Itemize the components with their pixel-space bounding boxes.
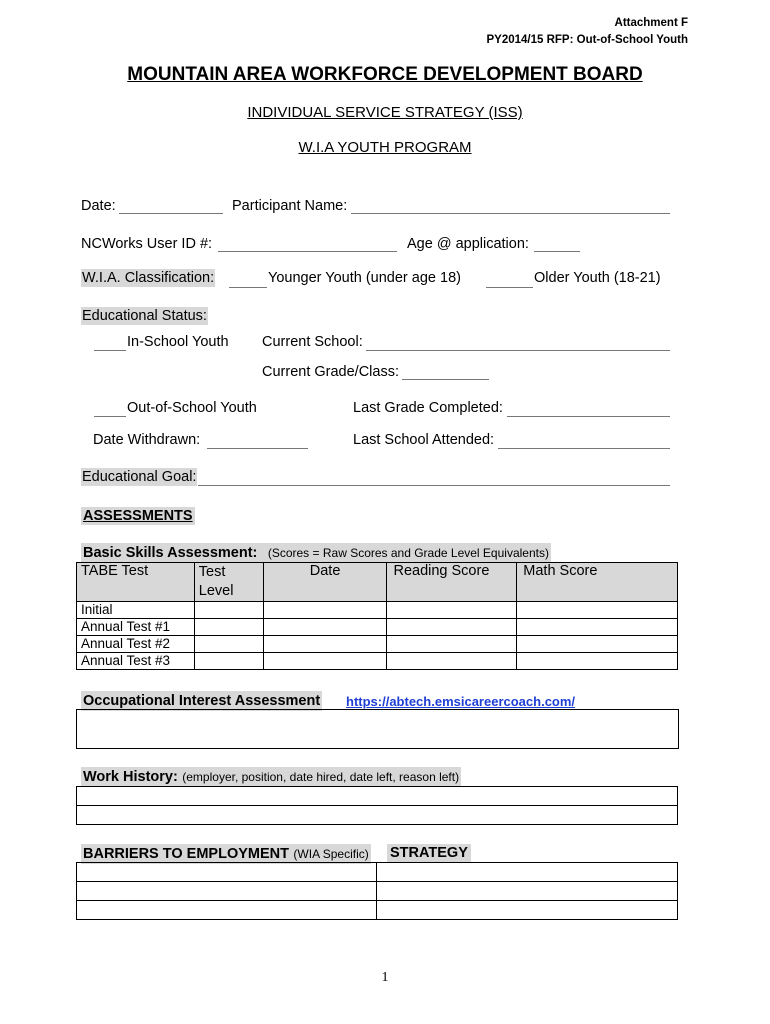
- age-field[interactable]: [534, 251, 580, 252]
- cell[interactable]: [77, 882, 377, 901]
- basic-skills-header: [81, 543, 551, 563]
- table-row: [77, 787, 678, 806]
- participant-name-label: Participant Name:: [232, 198, 348, 214]
- cell[interactable]: [77, 787, 678, 806]
- date-withdrawn-label: Date Withdrawn:: [93, 432, 201, 448]
- work-history-header: [81, 767, 461, 787]
- educational-goal-label: Educational Goal:: [82, 469, 197, 485]
- table-row: [77, 806, 678, 825]
- barriers-table: [76, 862, 678, 920]
- older-youth-label: Older Youth (18-21): [534, 270, 661, 286]
- basic-skills-note: (Scores = Raw Scores and Grade Level Equivalents): [267, 546, 549, 560]
- cell[interactable]: [263, 619, 387, 636]
- col-test-level: Test Level: [194, 563, 263, 602]
- date-field[interactable]: [119, 213, 223, 214]
- cell[interactable]: [263, 636, 387, 653]
- cell[interactable]: [387, 636, 517, 653]
- table-row: [77, 653, 678, 670]
- current-school-label: Current School:: [262, 334, 363, 350]
- date-withdrawn-field[interactable]: [207, 448, 308, 449]
- cell[interactable]: [77, 863, 377, 882]
- row-label-annual-1: Annual Test #1: [77, 619, 195, 636]
- cell[interactable]: [387, 619, 517, 636]
- board-title: MOUNTAIN AREA WORKFORCE DEVELOPMENT BOARD: [127, 64, 643, 85]
- educational-goal-field[interactable]: [198, 485, 670, 486]
- barriers-note: (WIA Specific): [293, 847, 369, 861]
- table-row: [77, 619, 678, 636]
- cell[interactable]: [263, 653, 387, 670]
- col-math-score: Math Score: [517, 563, 678, 602]
- older-youth-check[interactable]: [486, 287, 533, 288]
- rfp-label: PY2014/15 RFP: Out-of-School Youth: [486, 34, 688, 46]
- last-grade-label: Last Grade Completed:: [353, 400, 503, 416]
- ncworks-id-label: NCWorks User ID #:: [81, 236, 213, 252]
- basic-skills-label: Basic Skills Assessment:: [83, 545, 258, 561]
- cell[interactable]: [517, 636, 678, 653]
- cell[interactable]: [194, 636, 263, 653]
- younger-youth-check[interactable]: [229, 287, 267, 288]
- col-tabe-test: TABE Test: [77, 563, 195, 602]
- row-label-annual-2: Annual Test #2: [77, 636, 195, 653]
- occupational-header: [81, 691, 322, 711]
- cell[interactable]: [387, 602, 517, 619]
- educational-status-label: Educational Status:: [82, 308, 207, 324]
- last-school-label: Last School Attended:: [353, 432, 495, 448]
- cell[interactable]: [517, 602, 678, 619]
- attachment-label: Attachment F: [614, 17, 688, 29]
- table-row: [77, 863, 678, 882]
- occupational-label: Occupational Interest Assessment: [83, 693, 321, 709]
- barriers-label: BARRIERS TO EMPLOYMENT: [83, 846, 289, 862]
- younger-youth-label: Younger Youth (under age 18): [268, 270, 461, 286]
- cell[interactable]: [194, 602, 263, 619]
- assessments-heading: ASSESSMENTS: [83, 508, 193, 524]
- cell[interactable]: [517, 653, 678, 670]
- col-date: Date: [263, 563, 387, 602]
- emsi-career-coach-link[interactable]: https://abtech.emsicareercoach.com/: [346, 694, 576, 709]
- age-label: Age @ application:: [407, 236, 529, 252]
- strategy-label: STRATEGY: [387, 844, 471, 862]
- row-label-initial: Initial: [77, 602, 195, 619]
- work-history-label: Work History:: [83, 769, 178, 785]
- tabe-table: [76, 562, 678, 670]
- row-label-annual-3: Annual Test #3: [77, 653, 195, 670]
- iss-title: INDIVIDUAL SERVICE STRATEGY (ISS): [247, 104, 523, 121]
- page-number: 1: [381, 970, 389, 985]
- current-school-field[interactable]: [366, 350, 670, 351]
- cell[interactable]: [263, 602, 387, 619]
- cell[interactable]: [517, 619, 678, 636]
- work-history-note: (employer, position, date hired, date left, reason left): [182, 770, 460, 784]
- table-row: [77, 602, 678, 619]
- occupational-box[interactable]: [76, 709, 679, 749]
- cell[interactable]: [194, 619, 263, 636]
- cell[interactable]: [376, 901, 678, 920]
- out-of-school-label: Out-of-School Youth: [127, 400, 257, 416]
- participant-name-field[interactable]: [351, 213, 670, 214]
- work-history-table: [76, 786, 678, 825]
- program-title: W.I.A YOUTH PROGRAM: [298, 139, 472, 156]
- cell[interactable]: [194, 653, 263, 670]
- cell[interactable]: [387, 653, 517, 670]
- cell[interactable]: [77, 901, 377, 920]
- tabe-header-row: [77, 563, 678, 602]
- cell[interactable]: [376, 863, 678, 882]
- cell[interactable]: [376, 882, 678, 901]
- out-of-school-check[interactable]: [94, 416, 126, 417]
- current-grade-label: Current Grade/Class:: [262, 364, 399, 380]
- barriers-header: [81, 844, 371, 864]
- table-row: [77, 882, 678, 901]
- current-grade-field[interactable]: [402, 379, 489, 380]
- ncworks-id-field[interactable]: [218, 251, 397, 252]
- in-school-label: In-School Youth: [127, 334, 229, 350]
- last-grade-field[interactable]: [507, 416, 670, 417]
- table-row: [77, 636, 678, 653]
- cell[interactable]: [77, 806, 678, 825]
- table-row: [77, 901, 678, 920]
- col-reading-score: Reading Score: [387, 563, 517, 602]
- wia-classification-label: W.I.A. Classification:: [82, 270, 215, 286]
- last-school-field[interactable]: [498, 448, 670, 449]
- date-label: Date:: [81, 198, 116, 214]
- in-school-check[interactable]: [94, 350, 126, 351]
